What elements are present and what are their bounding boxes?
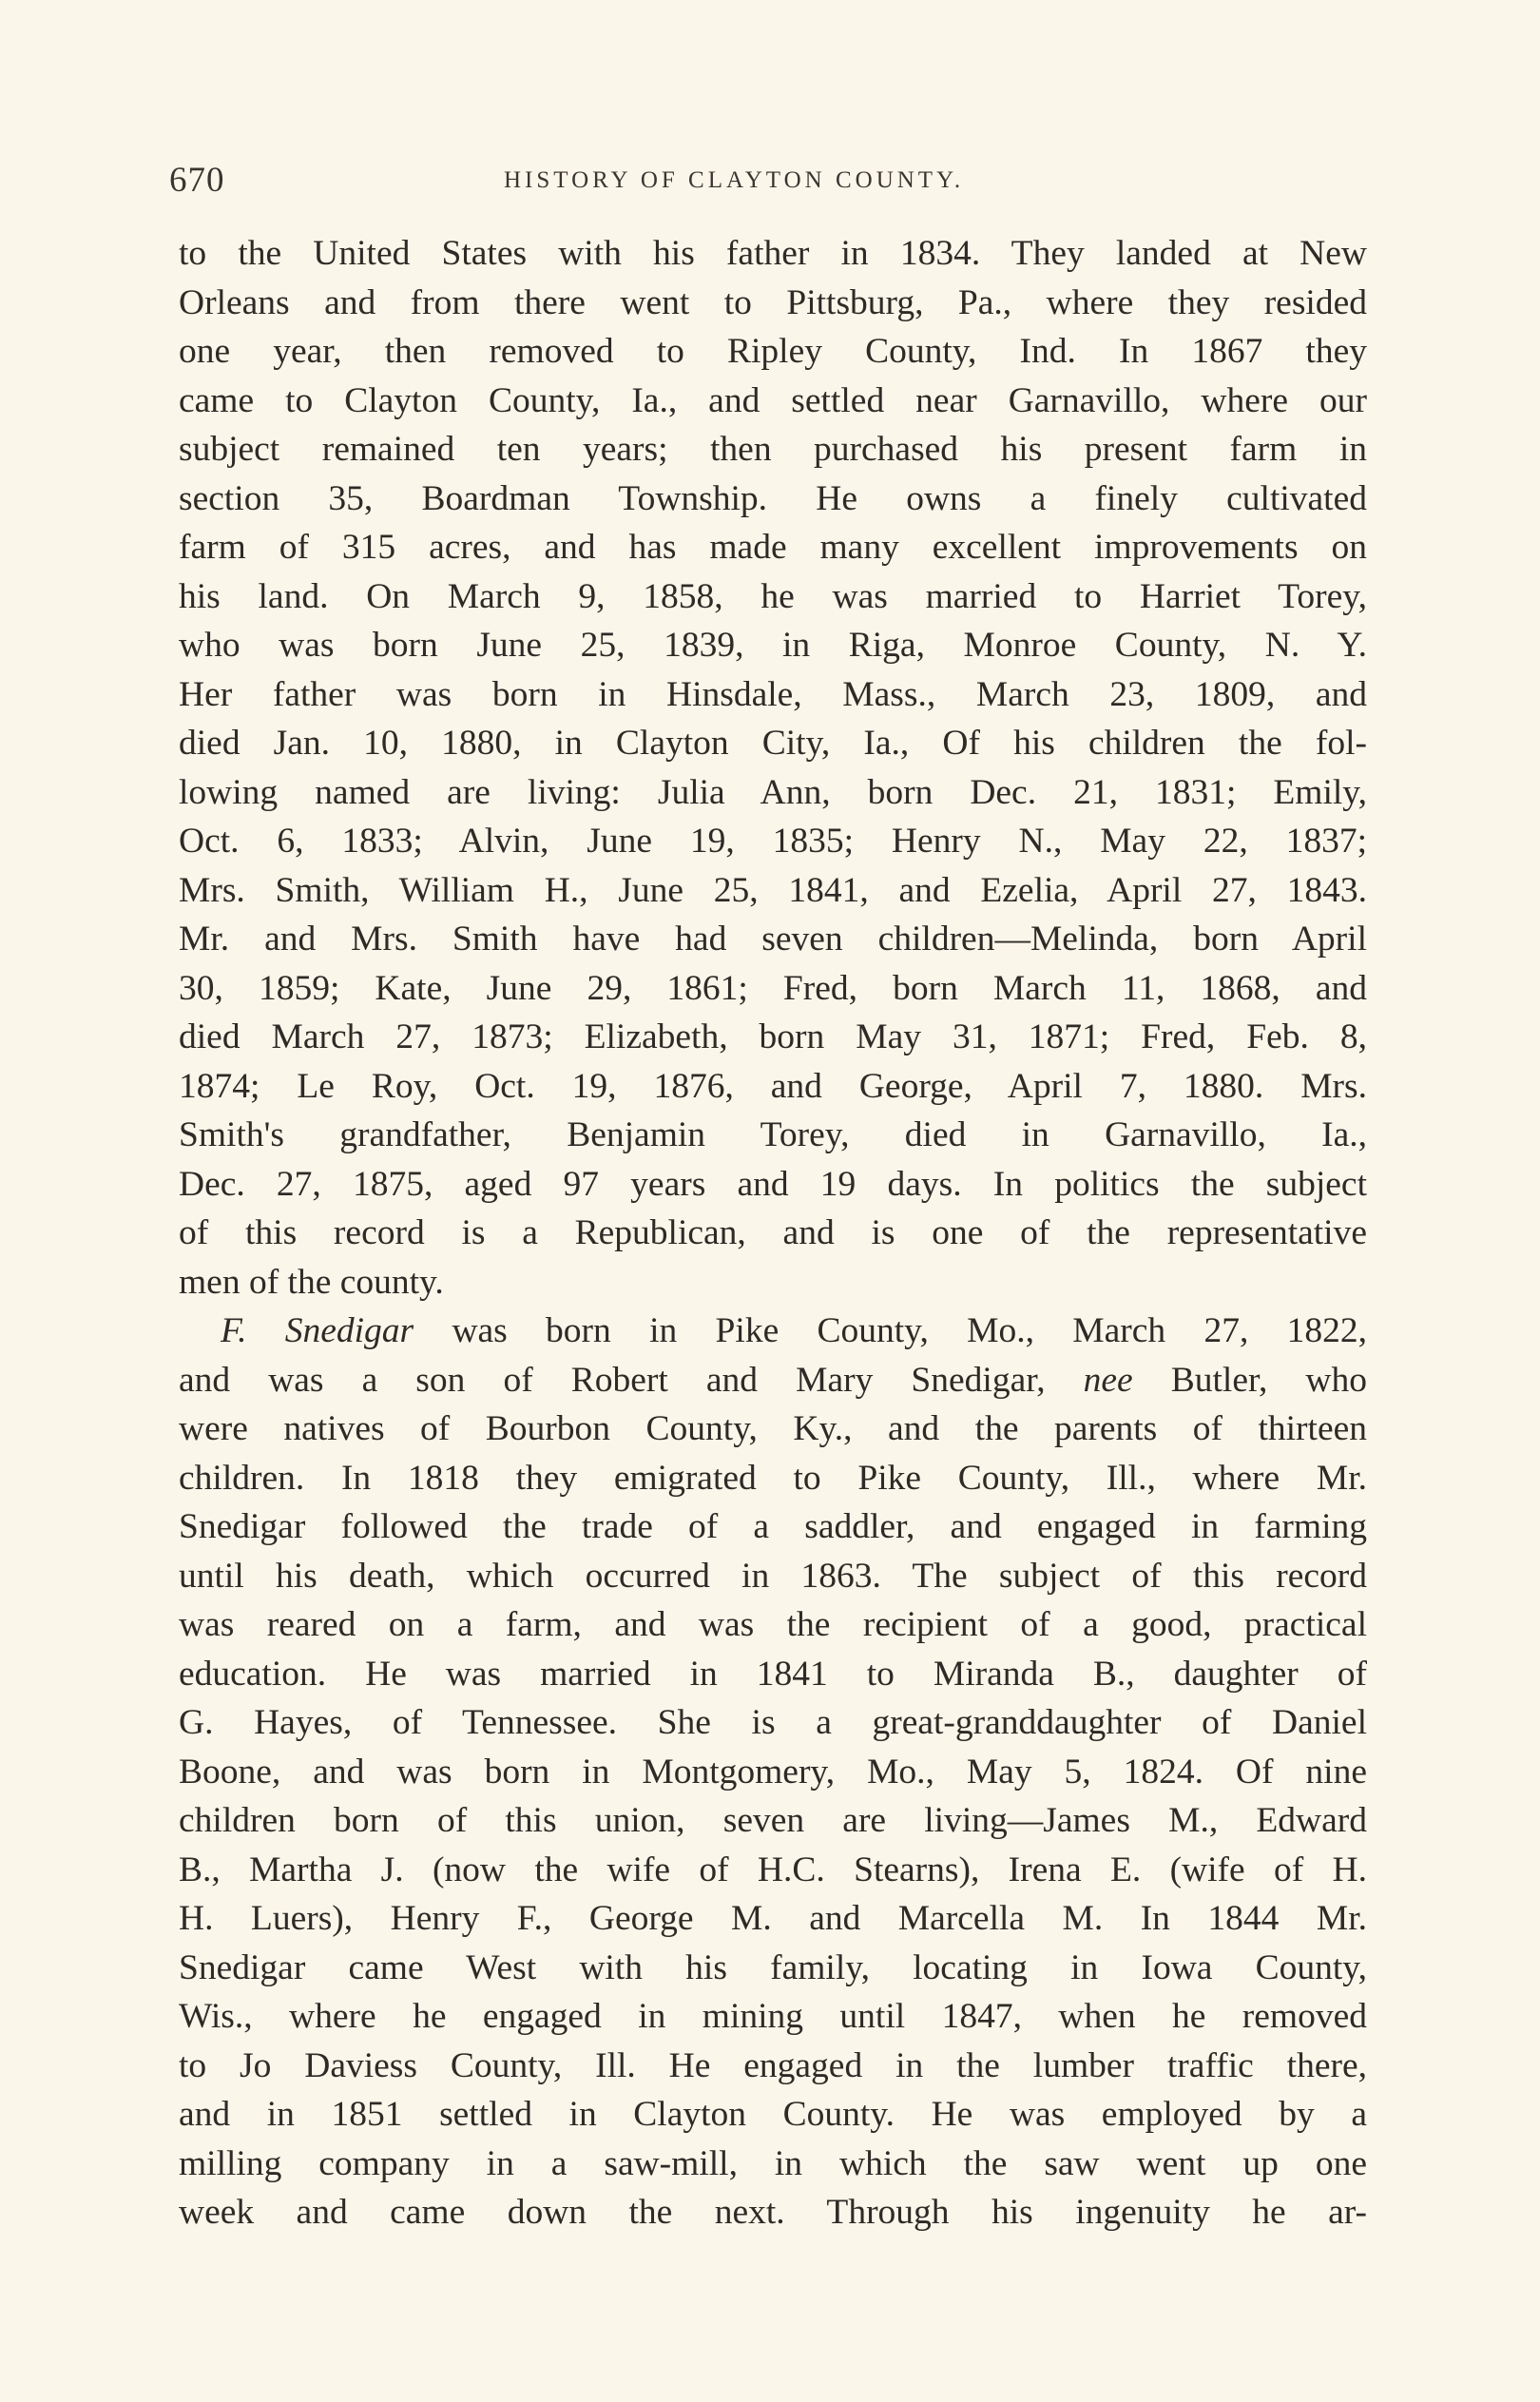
text-line: died Jan. 10, 1880, in Clayton City, Ia., Of his children the fol- [179, 724, 1367, 763]
text-line: his land. On March 9, 1858, he was married to Harriet Torey, [179, 576, 1367, 616]
text-fragment: nee [1083, 1360, 1133, 1400]
text-line: farm of 315 acres, and has made many excellent improvements on [179, 528, 1367, 567]
text-line: until his death, which occurred in 1863. The subject of this record [179, 1556, 1367, 1596]
text-line: milling company in a saw-mill, in which the saw went up one [179, 2143, 1367, 2183]
text-line: was reared on a farm, and was the recipient of a good, practical [179, 1605, 1367, 1644]
text-line: died March 27, 1873; Elizabeth, born May 31, 1871; Fred, Feb. 8, [179, 1017, 1367, 1056]
text-line: Mr. and Mrs. Smith have had seven children—Melinda, born April [179, 920, 1367, 959]
text-line: week and came down the next. Through his ingenuity he ar- [179, 2193, 1367, 2232]
body-text [179, 229, 1367, 2237]
text-line: men of the county. [179, 1262, 444, 1302]
text-line: subject remained ten years; then purchased his present farm in [179, 430, 1367, 469]
text-line: were natives of Bourbon County, Ky., and the parents of thirteen [179, 1409, 1367, 1448]
text-line: Snedigar followed the trade of a saddler, and engaged in farming [179, 1507, 1367, 1546]
text-line: Wis., where he engaged in mining until 1847, when he removed [179, 1997, 1367, 2036]
text-line: children. In 1818 they emigrated to Pike County, Ill., where Mr. [179, 1458, 1367, 1498]
running-title: HISTORY OF CLAYTON COUNTY. [504, 167, 965, 193]
text-line: Orleans and from there went to Pittsburg, Pa., where they resided [179, 282, 1367, 322]
text-line: one year, then removed to Ripley County, Ind. In 1867 they [179, 332, 1367, 371]
text-line: who was born June 25, 1839, in Riga, Monroe County, N. Y. [179, 626, 1367, 665]
text-line: Dec. 27, 1875, aged 97 years and 19 days. In politics the subject [179, 1164, 1367, 1204]
text-line: Boone, and was born in Montgomery, Mo., May 5, 1824. Of nine [179, 1752, 1367, 1792]
text-line: children born of this union, seven are living—James M., Edward [179, 1801, 1367, 1840]
text-line: 1874; Le Roy, Oct. 19, 1876, and George, April 7, 1880. Mrs. [179, 1066, 1367, 1106]
text-fragment: and was a son of Robert and Mary Snedigar, [179, 1360, 1084, 1400]
text-line: came to Clayton County, Ia., and settled near Garnavillo, where our [179, 380, 1367, 420]
text-line: of this record is a Republican, and is one of the representative [179, 1213, 1367, 1252]
text-line: Oct. 6, 1833; Alvin, June 19, 1835; Henry N., May 22, 1837; [179, 822, 1367, 861]
text-line: H. Luers), Henry F., George M. and Marcella M. In 1844 Mr. [179, 1899, 1367, 1938]
text-line: lowing named are living: Julia Ann, born Dec. 21, 1831; Emily, [179, 772, 1367, 812]
text-line: to the United States with his father in 1834. They landed at New [179, 234, 1367, 273]
text-line [179, 1356, 1367, 1405]
subject-name: F. Snedigar [221, 1311, 414, 1350]
text-line: Mrs. Smith, William H., June 25, 1841, and Ezelia, April 27, 1843. [179, 870, 1367, 910]
text-line: Smith's grandfather, Benjamin Torey, died in Garnavillo, Ia., [179, 1115, 1367, 1154]
text-line: Snedigar came West with his family, locating in Iowa County, [179, 1947, 1367, 1987]
text-fragment: Butler, who [1132, 1360, 1368, 1400]
text-line: Her father was born in Hinsdale, Mass., March 23, 1809, and [179, 674, 1367, 714]
text-line: education. He was married in 1841 to Miranda B., daughter of [179, 1654, 1367, 1694]
text-line: B., Martha J. (now the wife of H.C. Stearns), Irena E. (wife of H. [179, 1850, 1367, 1889]
text-line: and in 1851 settled in Clayton County. He was employed by a [179, 2095, 1367, 2134]
page-number: 670 [169, 161, 225, 200]
text-line: 30, 1859; Kate, June 29, 1861; Fred, born March 11, 1868, and [179, 968, 1367, 1008]
text-line [179, 1307, 1367, 1356]
text-line: section 35, Boardman Township. He owns a finely cultivated [179, 478, 1367, 518]
text-fragment: was born in Pike County, Mo., March 27, 1822, [414, 1311, 1368, 1350]
text-line: G. Hayes, of Tennessee. She is a great-granddaughter of Daniel [179, 1703, 1367, 1742]
text-line: to Jo Daviess County, Ill. He engaged in the lumber traffic there, [179, 2045, 1367, 2085]
